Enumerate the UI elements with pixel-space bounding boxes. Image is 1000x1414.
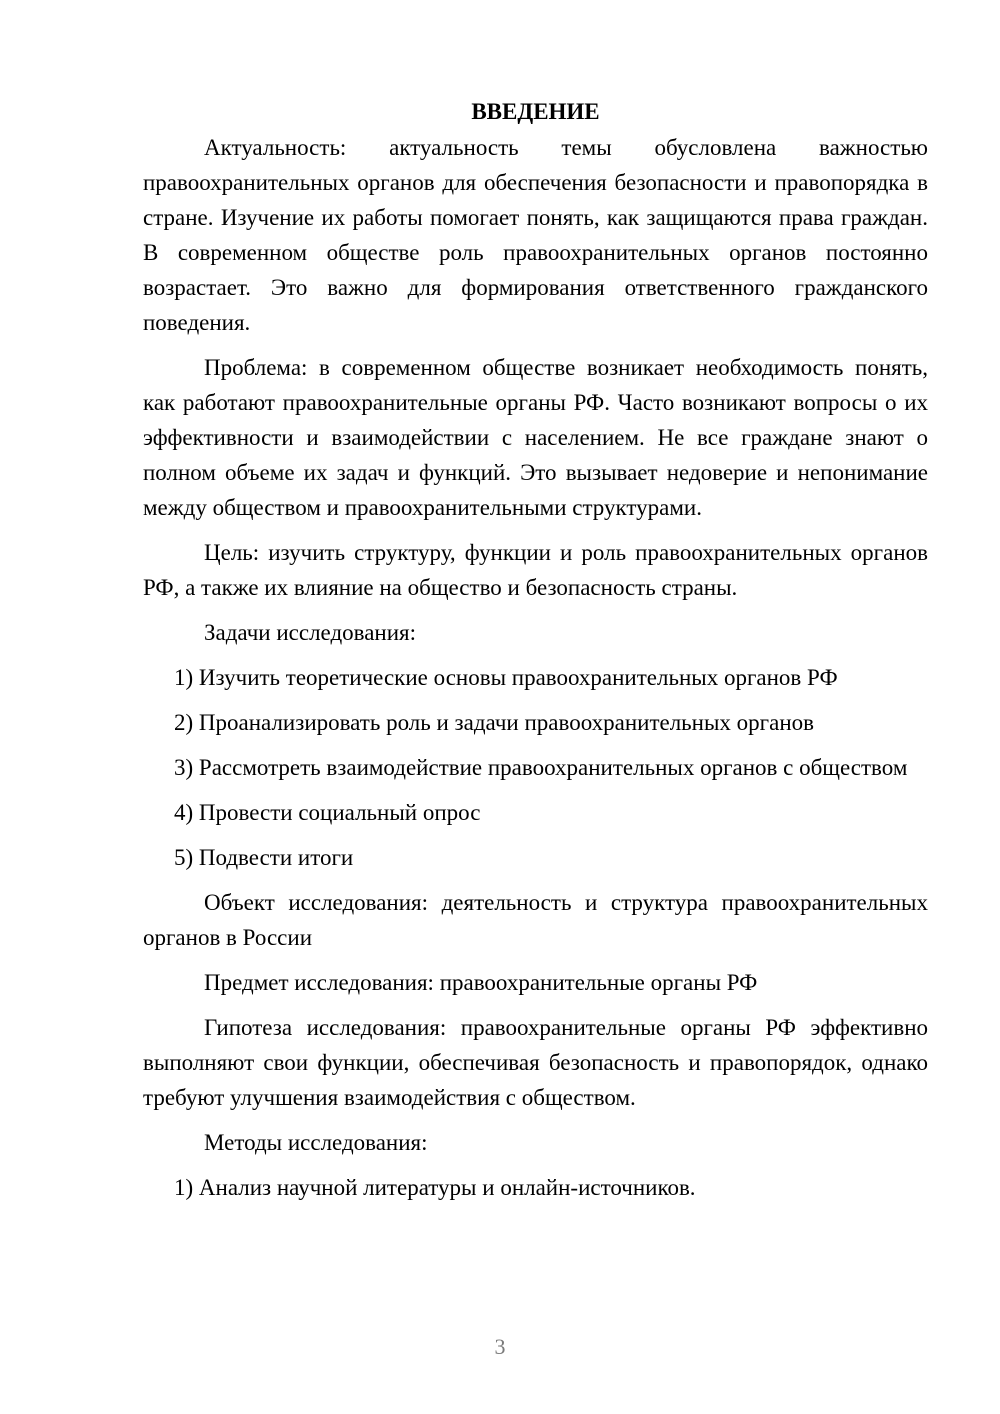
task-item-1: 1) Изучить теоретические основы правоохранительных органов РФ [174, 665, 838, 690]
task-item-3: 3) Рассмотреть взаимодействие правоохранительных органов с обществом [174, 755, 908, 780]
paragraph-object: Объект исследования: деятельность и структура правоохранительных органов в России [143, 890, 928, 950]
methods-heading: Методы исследования: [204, 1130, 428, 1155]
task-item-5: 5) Подвести итоги [174, 845, 354, 870]
page-title: ВВЕДЕНИЕ [471, 99, 600, 124]
task-item-4: 4) Провести социальный опрос [174, 800, 481, 825]
paragraph-subject: Предмет исследования: правоохранительные органы РФ [204, 970, 758, 995]
paragraph-relevance: Актуальность: актуальность темы обусловлена важностью правоохранительных органов для обеспечения безопасности и правопорядка в стране. Изучение их работы помогает понять, как защищаются права граждан. В современном обществе роль правоохранительных органов постоянно возрастает. Это важно для формирования ответственного гражданского поведения. [143, 135, 928, 335]
method-item-1: 1) Анализ научной литературы и онлайн-источников. [174, 1175, 696, 1200]
page-content [143, 94, 928, 1205]
paragraph-hypothesis: Гипотеза исследования: правоохранительные органы РФ эффективно выполняют свои функции, обеспечивая безопасность и правопорядок, однако требуют улучшения взаимодействия с обществом. [143, 1015, 928, 1110]
paragraph-goal: Цель: изучить структуру, функции и роль правоохранительных органов РФ, а также их влияние на общество и безопасность страны. [143, 540, 928, 600]
tasks-heading: Задачи исследования: [204, 620, 417, 645]
page-number: 3 [494, 1334, 506, 1359]
task-item-2: 2) Проанализировать роль и задачи правоохранительных органов [174, 710, 814, 735]
paragraph-problem: Проблема: в современном обществе возникает необходимость понять, как работают правоохранительные органы РФ. Часто возникают вопросы о их эффективности и взаимодействии с населением. Не все граждане знают о полном объеме их задач и функций. Это вызывает недоверие и непонимание между обществом и правоохранительными структурами. [143, 355, 928, 520]
